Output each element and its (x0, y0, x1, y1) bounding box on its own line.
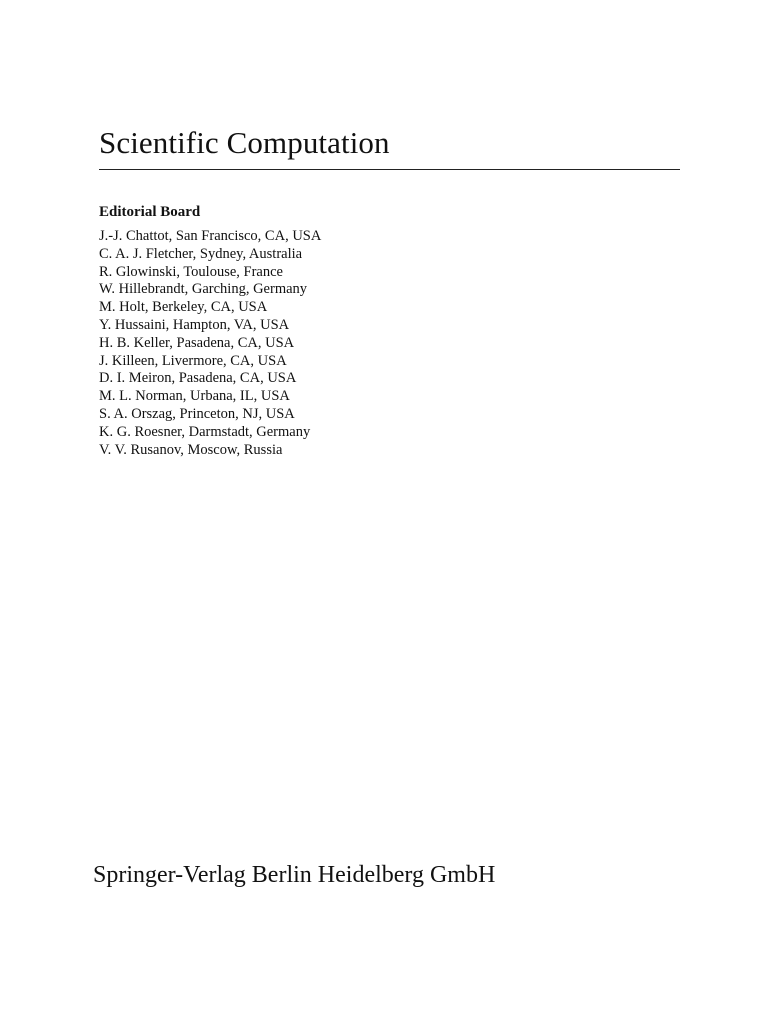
board-member: J.-J. Chattot, San Francisco, CA, USA (99, 228, 322, 244)
publisher-name: Springer-Verlag Berlin Heidelberg GmbH (93, 862, 496, 888)
board-member: H. B. Keller, Pasadena, CA, USA (99, 334, 295, 351)
title-divider (99, 169, 680, 170)
editorial-board-heading: Editorial Board (99, 204, 201, 220)
board-member: M. Holt, Berkeley, CA, USA (99, 299, 268, 316)
board-member: V. V. Rusanov, Moscow, Russia (99, 441, 283, 458)
board-member: K. G. Roesner, Darmstadt, Germany (99, 423, 311, 440)
board-member: D. I. Meiron, Pasadena, CA, USA (99, 370, 297, 387)
series-title: Scientific Computation (99, 125, 390, 160)
board-member: R. Glowinski, Toulouse, France (99, 263, 283, 280)
board-member: J. Killeen, Livermore, CA, USA (99, 352, 287, 369)
editorial-board-list (99, 228, 321, 459)
board-member: W. Hillebrandt, Garching, Germany (99, 281, 308, 298)
board-member: Y. Hussaini, Hampton, VA, USA (99, 316, 290, 333)
board-member: C. A. J. Fletcher, Sydney, Australia (99, 245, 303, 262)
board-member: M. L. Norman, Urbana, IL, USA (99, 388, 290, 405)
board-member: S. A. Orszag, Princeton, NJ, USA (99, 405, 295, 422)
